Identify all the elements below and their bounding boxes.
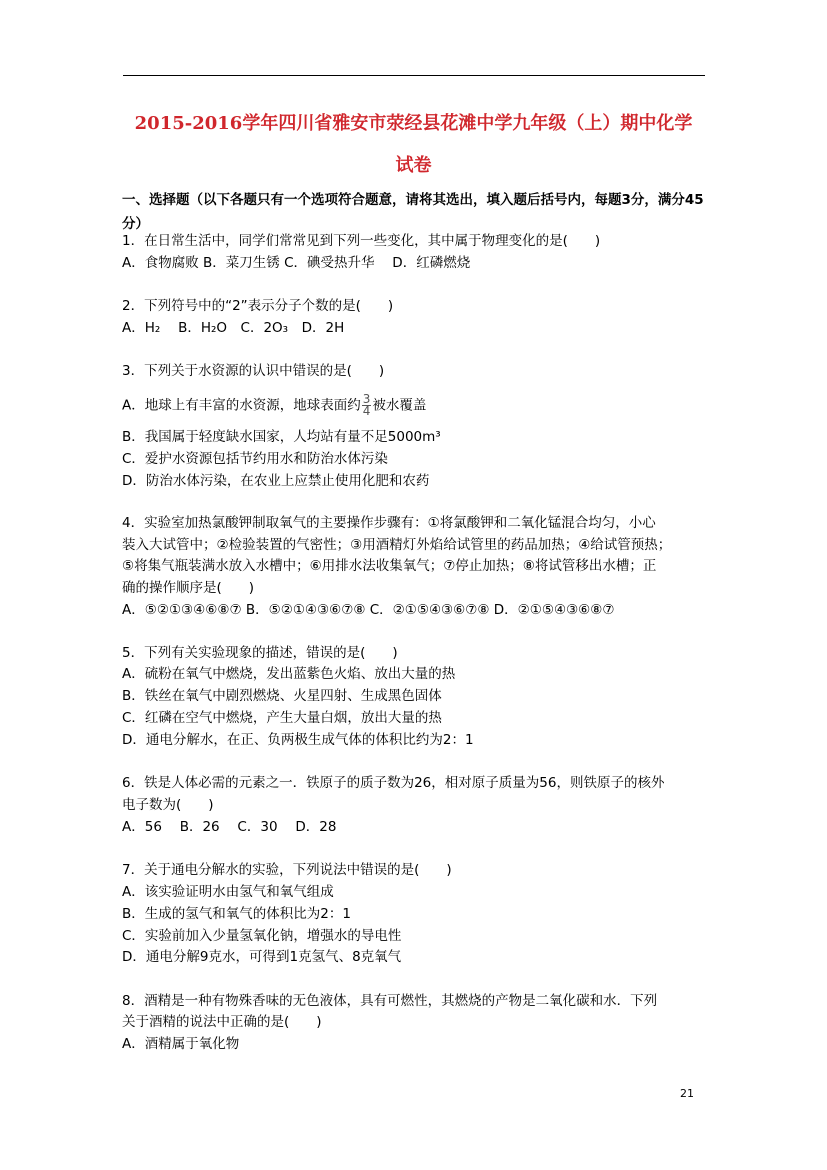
fraction-denominator: 4 — [362, 404, 371, 418]
question-7-stem: 7．关于通电分解水的实验，下列说法中错误的是( ) — [122, 862, 452, 878]
question-1-options: A．食物腐败 B．菜刀生锈 C．碘受热升华 D．红磷燃烧 — [122, 255, 471, 271]
question-2-options: A．H₂ B．H₂O C．2O₃ D．2H — [122, 320, 345, 336]
question-3-option-c: C．爱护水资源包括节约用水和防治水体污染 — [122, 451, 388, 467]
question-6-options: A．56 B．26 C．30 D．28 — [122, 819, 337, 835]
question-4-options: A．⑤②①③④⑥⑧⑦ B．⑤②①④③⑥⑦⑧ C．②①⑤④③⑥⑦⑧ D．②①⑤④③⑥⑧⑦ — [122, 602, 615, 618]
question-8-line-2: 关于酒精的说法中正确的是( ) — [122, 1014, 322, 1030]
question-4-line-1: 4．实验室加热氯酸钾制取氧气的主要操作步骤有：①将氯酸钾和二氧化锰混合均匀，小心 — [122, 515, 656, 531]
question-8-option-a: A．酒精属于氧化物 — [122, 1036, 240, 1052]
page-title-line1: 2015-2016学年四川省雅安市荥经县花滩中学九年级（上）期中化学 — [134, 113, 693, 134]
header-rule — [123, 75, 705, 76]
question-5-option-b: B．铁丝在氧气中剧烈燃烧、火星四射、生成黑色固体 — [122, 688, 442, 704]
section-heading: 一、选择题（以下各题只有一个选项符合题意，请将其选出，填入题后括号内，每题3分，满分45分） — [122, 192, 704, 232]
page-title-line2: 试卷 — [395, 155, 432, 176]
question-4-line-3: ⑤将集气瓶装满水放入水槽中；⑥用排水法收集氧气；⑦停止加热；⑧将试管移出水槽；正 — [122, 558, 657, 574]
fraction-numerator: 3 — [362, 392, 371, 406]
question-5-option-a: A．硫粉在氧气中燃烧，发出蓝紫色火焰、放出大量的热 — [122, 666, 456, 682]
question-7-option-c: C．实验前加入少量氢氧化钠，增强水的导电性 — [122, 928, 402, 944]
question-2-stem: 2．下列符号中的“2”表示分子个数的是( ) — [122, 298, 394, 314]
question-5-option-d: D．通电分解水，在正、负两极生成气体的体积比约为2：1 — [122, 732, 474, 748]
question-6-line-2: 电子数为( ) — [122, 797, 214, 813]
question-8-line-1: 8．酒精是一种有物殊香味的无色液体，具有可燃性，其燃烧的产物是二氧化碳和水．下列 — [122, 993, 658, 1009]
question-3-stem: 3．下列关于水资源的认识中错误的是( ) — [122, 363, 385, 379]
question-7-option-a: A．该实验证明水由氢气和氧气组成 — [122, 884, 334, 900]
question-3-option-a — [122, 394, 426, 417]
question-5-stem: 5．下列有关实验现象的描述，错误的是( ) — [122, 645, 398, 661]
question-5-option-c: C．红磷在空气中燃烧，产生大量白烟，放出大量的热 — [122, 710, 442, 726]
fraction — [362, 394, 372, 417]
option-a-text: A．地球上有丰富的水资源，地球表面约 — [122, 397, 361, 414]
question-7-option-d: D．通电分解9克水，可得到1克氢气、8克氧气 — [122, 949, 402, 965]
page-number: 21 — [680, 1087, 694, 1100]
question-3-option-b: B．我国属于轻度缺水国家，人均站有量不足5000m³ — [122, 429, 441, 445]
question-6-line-1: 6．铁是人体必需的元素之一．铁原子的质子数为26，相对原子质量为56，则铁原子的核外 — [122, 775, 665, 791]
question-3-option-d: D．防治水体污染，在农业上应禁止使用化肥和农药 — [122, 473, 430, 489]
question-1-stem: 1．在日常生活中，同学们常常见到下列一些变化，其中属于物理变化的是( ) — [122, 233, 601, 249]
question-4-line-2: 装入大试管中；②检验装置的气密性；③用酒精灯外焰给试管里的药品加热；④给试管预热； — [122, 537, 672, 553]
option-a-suffix: 被水覆盖 — [372, 397, 427, 414]
question-7-option-b: B．生成的氢气和氧气的体积比为2：1 — [122, 906, 351, 922]
question-4-line-4: 确的操作顺序是( ) — [122, 580, 255, 596]
